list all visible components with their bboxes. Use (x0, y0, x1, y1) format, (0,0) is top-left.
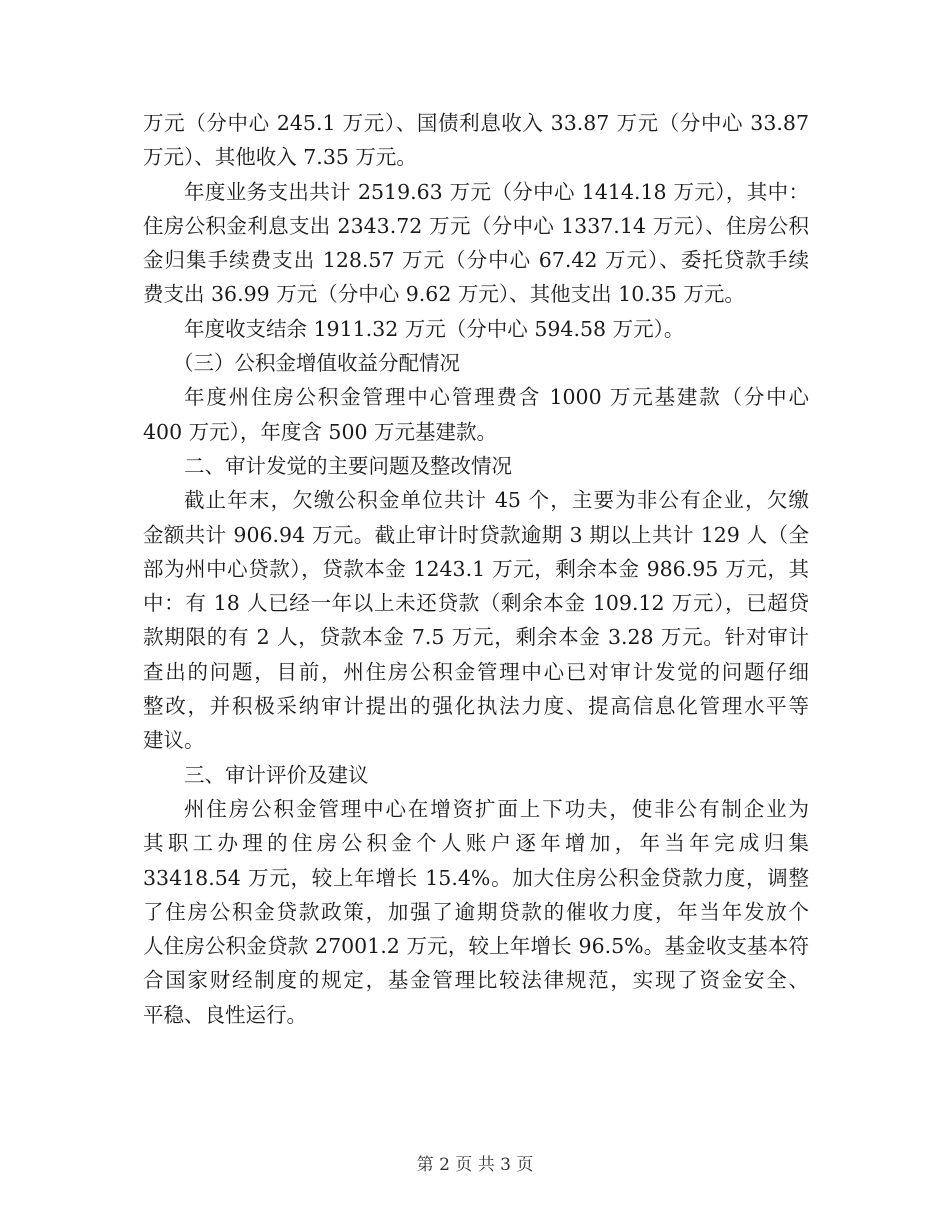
section-heading (143, 758, 809, 792)
text-line: 费支出 36.99 万元（分中心 9.62 万元）、其他支出 10.35 万元。 (143, 282, 745, 307)
text-line: 查出的问题，目前，州住房公积金管理中心已对审计发觉的问题仔细 (143, 659, 809, 684)
text-line: 整改，并积极采纳审计提出的强化执法力度、提高信息化管理水平等 (143, 694, 809, 719)
evaluation-paragraph (143, 792, 809, 1032)
text-line: 中：有 18 人已经一年以上未还贷款（剩余本金 109.12 万元），已超贷 (143, 591, 809, 616)
text-line: 金归集手续费支出 128.57 万元（分中心 67.42 万元）、委托贷款手续 (143, 248, 809, 273)
text-line: 部为州中心贷款），贷款本金 1243.1 万元，剩余本金 986.95 万元，其 (143, 556, 809, 581)
text-line: 金额共计 906.94 万元。截止审计时贷款逾期 3 期以上共计 129 人（全 (143, 522, 809, 547)
text-line: 年度收支结余 1911.32 万元（分中心 594.58 万元）。 (184, 316, 685, 341)
text-line: 年度业务支出共计 2519.63 万元（分中心 1414.18 万元），其中： (184, 179, 809, 204)
text-line: 了住房公积金贷款政策，加强了逾期贷款的催收力度，年当年发放个 (143, 899, 809, 924)
section-heading (143, 346, 809, 380)
problems-paragraph (143, 483, 809, 757)
text-line: 年度州住房公积金管理中心管理费含 1000 万元基建款（分中心 (184, 385, 809, 410)
page-number-footer: 第 2 页 共 3 页 (416, 1155, 534, 1175)
text-line: 33418.54 万元，较上年增长 15.4%。加大住房公积金贷款力度，调整 (143, 865, 809, 890)
income-paragraph-tail (143, 106, 809, 175)
text-line: 400 万元），年度含 500 万元基建款。 (143, 419, 498, 444)
expenditure-paragraph (143, 175, 809, 312)
text-line: 二、审计发觉的主要问题及整改情况 (184, 453, 512, 478)
document-body (143, 106, 809, 1032)
text-line: （三）公积金增值收益分配情况 (173, 351, 460, 376)
text-line: 平稳、良性运行。 (143, 1002, 307, 1027)
text-line: 州住房公积金管理中心在增资扩面上下功夫，使非公有制企业为 (184, 796, 809, 821)
text-line: 其职工办理的住房公积金个人账户逐年增加，年当年完成归集 (143, 831, 809, 856)
balance-paragraph (143, 312, 809, 346)
text-line: 建议。 (143, 728, 205, 753)
section-heading (143, 449, 809, 483)
text-line: 截止年末，欠缴公积金单位共计 45 个，主要为非公有企业，欠缴 (184, 488, 809, 513)
text-line: 款期限的有 2 人，贷款本金 7.5 万元，剩余本金 3.28 万元。针对审计 (143, 625, 809, 650)
text-line: 人住房公积金贷款 27001.2 万元，较上年增长 96.5%。基金收支基本符 (143, 934, 809, 959)
text-line: 三、审计评价及建议 (184, 762, 369, 787)
text-line: 万元（分中心 245.1 万元）、国债利息收入 33.87 万元（分中心 33.87 (143, 111, 809, 135)
distribution-paragraph (143, 380, 809, 449)
text-line: 合国家财经制度的规定，基金管理比较法律规范，实现了资金安全、 (143, 968, 809, 993)
text-line: 万元）、其他收入 7.35 万元。 (143, 145, 417, 170)
text-line: 住房公积金利息支出 2343.72 万元（分中心 1337.14 万元）、住房公积 (143, 213, 809, 238)
